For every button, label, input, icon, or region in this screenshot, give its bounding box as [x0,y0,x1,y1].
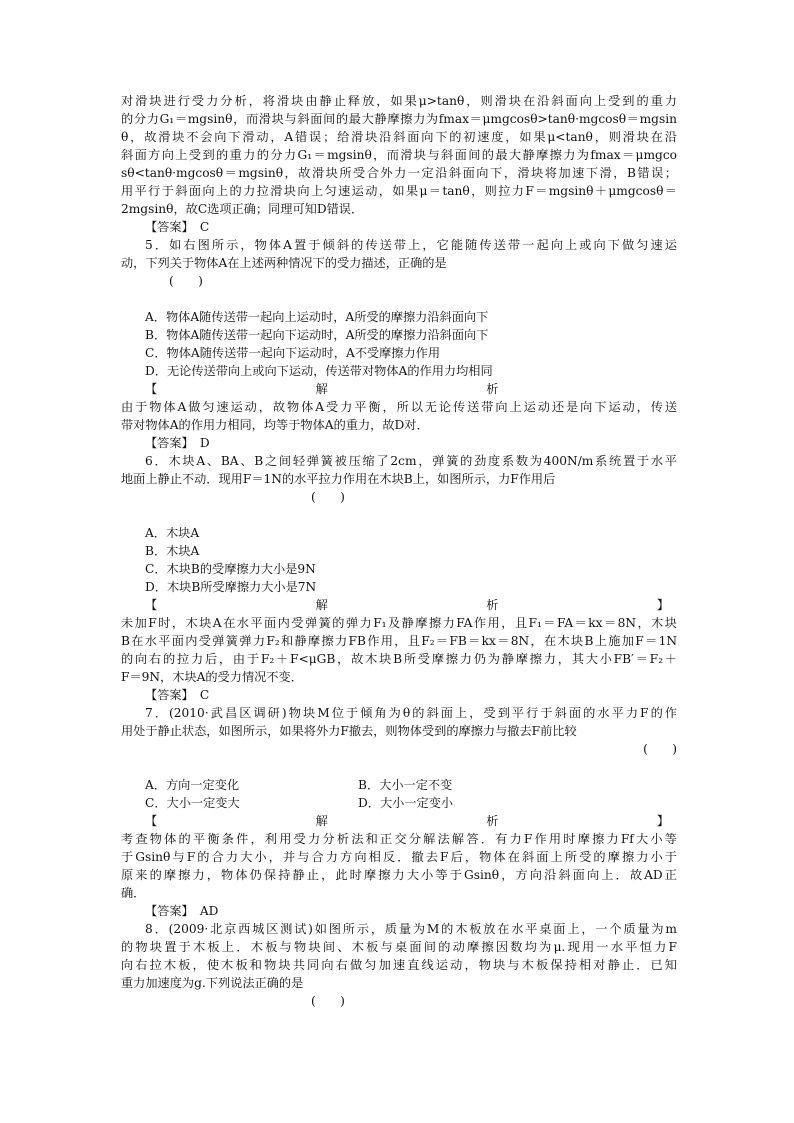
question-6-text: 地面上静止不动．现用F＝1N的水平拉力作用在木块B上，如图所示，力F作用后 [121,472,556,486]
answer-line: 【答案】 C [145,220,210,234]
option-d: D．木块B所受摩擦力大小是7N [145,580,317,594]
text-line: sθ<tanθ·mgcosθ＝mgsinθ，故滑块所受合外力一定沿斜面向下，滑块将加速下滑，B错误； [121,166,677,180]
answer-line: 【答案】 C [145,688,210,702]
question-7: 7．(2010·武昌区调研)物块M位于倾角为θ的斜面上，受到平行于斜面的水平力F的作 [145,706,677,720]
option-row [121,794,677,812]
question-6: 6．木块A、BA、B之间轻弹簧被压缩了2cm，弹簧的劲度系数为400N/m系统置于水平 [145,454,677,468]
analysis-text: 带对物体A的作用力相同，均等于物体A的重力，故D对． [121,418,429,432]
analysis-text: 未加F时，木块A在水平面内受弹簧的弹力F₁及静摩擦力FA作用，且F₁＝FA＝kx＝8N，木块 [121,616,677,630]
option-b: B．大小一定不变 [358,778,453,792]
option-a: A．物体A随传送带一起向上运动时，A所受的摩擦力沿斜面向下 [145,310,489,324]
analysis-text: 于Gsinθ与F的合力大小，并与合力方向相反．撤去F后，物体在斜面上所受的摩擦力小于 [121,850,677,864]
text-line: 斜面方向上受到的重力的分力G₁＝mgsinθ，而滑块与斜面间的最大静摩擦力为fmax＝μmgco [121,148,677,162]
analysis-text: 由于物体A做匀速运动，故物体A受力平衡，所以无论传送带向上运动还是向下运动，传送 [121,400,677,414]
analysis-text: 确． [121,886,146,900]
answer-blank: ( ) [643,742,677,756]
analysis-text: B在水平面内受弹簧弹力F₂和静摩擦力FB作用，且F₂＝FB＝kx＝8N，在木块B上施加F＝1N [121,634,677,648]
question-8-text: 的物块置于木板上．木板与物块间、木板与桌面间的动摩擦因数均为μ.现用一水平恒力F [121,940,677,954]
question-8: 8．(2009·北京西城区测试)如图所示，质量为M的木板放在水平桌面上，一个质量为m [145,922,677,936]
text-line: 的分力G₁＝mgsinθ，而滑块与斜面间的最大静摩擦力为fmax＝μmgcosθ>tanθ·mgcosθ＝mgsin [121,112,677,126]
question-8-text: 重力加速度为g.下列说法正确的是 [121,976,304,990]
answer-blank: ( ) [311,994,345,1008]
analysis-text: 原来的摩擦力，物体仍保持静止，此时摩擦力大小等于Gsinθ，方向沿斜面向上．故AD正 [121,868,677,882]
question-7-text: 用处于静止状态，如图所示，如果将外力F撤去，则物体受到的摩擦力与撤去F前比较 [121,724,577,738]
option-a: A．木块A [145,526,200,540]
document-page [121,92,677,1010]
question-5: 5．如右图所示，物体A置于倾斜的传送带上，它能随传送带一起向上或向下做匀速运 [145,238,677,252]
answer-line: 【答案】 D [145,436,210,450]
text-line: 用平行于斜面向上的力拉滑块向上匀速运动，如果μ＝tanθ，则拉力F＝mgsinθ＋μmgcosθ＝ [121,184,677,198]
option-a: A．方向一定变化 [145,778,240,792]
analysis-header: 【 解 析 】 [145,814,670,828]
answer-blank: ( ) [169,274,203,288]
option-c: C．木块B的受摩擦力大小是9N [145,562,316,576]
option-c: C．物体A随传送带一起向下运动时，A不受摩擦力作用 [145,346,441,360]
text-line: θ，故滑块不会向下滑动，A错误；给滑块沿斜面向下的初速度，如果μ<tanθ，则滑块在沿 [121,130,677,144]
analysis-text: 的向右的拉力后，由于F₂＋F<μGB，故木块B所受摩擦力仍为静摩擦力，其大小FB′＝F₂＋ [121,652,677,666]
option-b: B．木块A [145,544,200,558]
answer-line: 【答案】 AD [145,904,219,918]
option-d: D．无论传送带向上或向下运动，传送带对物体A的作用力均相同 [145,364,493,378]
text-line: 2mgsinθ，故C选项正确；同理可知D错误． [121,202,364,216]
option-c: C．大小一定变大 [145,796,240,810]
text-line: 对滑块进行受力分析，将滑块由静止释放，如果μ>tanθ，则滑块在沿斜面向上受到的重力 [121,94,677,108]
option-d: D．大小一定变小 [358,796,454,810]
analysis-text: F＝9N，木块A的受力情况不变． [121,670,303,684]
question-8-text: 向右拉木板，使木板和物块共同向右做匀加速直线运动，物块与木板保持相对静止．已知 [121,958,677,972]
question-5-text: 动，下列关于物体A在上述两种情况下的受力描述，正确的是 [121,256,447,270]
analysis-header: 【 解 析 [145,382,499,396]
option-b: B．物体A随传送带一起向下运动时，A所受的摩擦力沿斜面向下 [145,328,489,342]
answer-blank: ( ) [311,490,345,504]
analysis-header: 【 解 析 】 [145,598,670,612]
option-row [121,776,677,794]
analysis-text: 考查物体的平衡条件，利用受力分析法和正交分解法解答．有力F作用时摩擦力Ff大小等 [121,832,677,846]
